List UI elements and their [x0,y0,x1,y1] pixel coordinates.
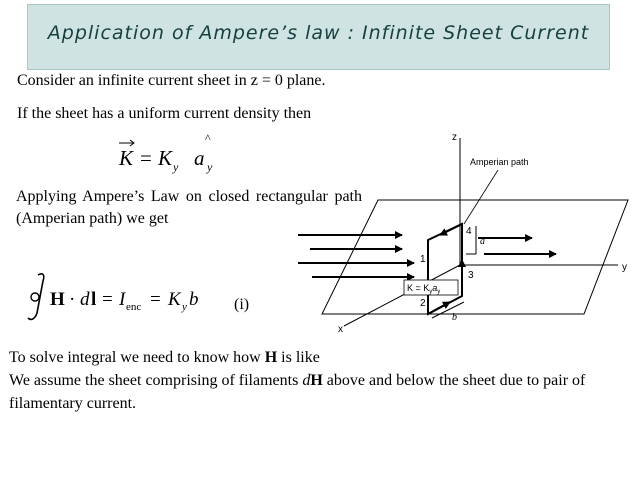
path-label-2: 2 [420,298,426,309]
h-symbol: H [50,289,65,310]
i-subscript: enc [126,301,142,313]
path-label-4: 4 [466,226,472,237]
d-symbol: d [80,289,90,310]
path-label-1: 1 [420,254,426,265]
bottom-text [9,346,624,415]
dot-symbol: · [69,289,76,310]
k-sub: y [182,301,187,313]
k-subscript: y [173,160,179,174]
x-axis-label: x [338,324,343,335]
b-symbol: b [189,289,199,310]
a-label: a [480,236,485,247]
path-segment-2 [428,302,450,314]
k-symbol: K [168,289,181,310]
z-axis-label: z [452,132,457,143]
path-label-3: 3 [468,270,474,281]
i-symbol: I [119,289,126,310]
k-vector-symbol: K [119,146,134,170]
title-bar [27,4,610,70]
intro-line-2: If the sheet has a uniform current density then [17,105,312,122]
current-sheet [322,200,628,314]
amperian-path [428,224,462,314]
equation-number: (i) [234,296,250,313]
y-axis-label: y [622,262,627,273]
unit-hat: ^ [205,131,211,145]
k-label: $K = K_ya_y$ [407,283,441,295]
amperian-callout-line [464,170,498,224]
unit-subscript: y [207,160,213,174]
l-symbol: l [91,289,97,310]
x-axis [344,265,460,326]
b-label: b [452,312,457,323]
equals-sign-1: = [102,289,113,310]
current-sheet-diagram [292,120,634,338]
current-density-equation [116,131,216,175]
bottom-line-2: We assume the sheet comprising of filaments dH above and below the sheet due to pair of filamentary current. [9,372,586,412]
equals-sign: = [140,146,152,170]
ampere-paragraph: Applying Ampere’s Law on closed rectangular path (Amperian path) we get [16,188,362,227]
unit-vector-a: a [194,146,205,170]
ampere-integral-equation [22,269,222,325]
path-segment-4 [440,224,462,235]
slide-title: Application of Ampere’s law : Infinite Sheet Current [47,22,590,44]
amperian-path-label: Amperian path [470,157,529,167]
intro-line-1: Consider an infinite current sheet in z = 0 plane. [17,72,326,89]
k-scalar: K [158,146,173,170]
equals-sign-2: = [150,289,161,310]
bottom-line-1: To solve integral we need to know how H is like [9,349,320,366]
